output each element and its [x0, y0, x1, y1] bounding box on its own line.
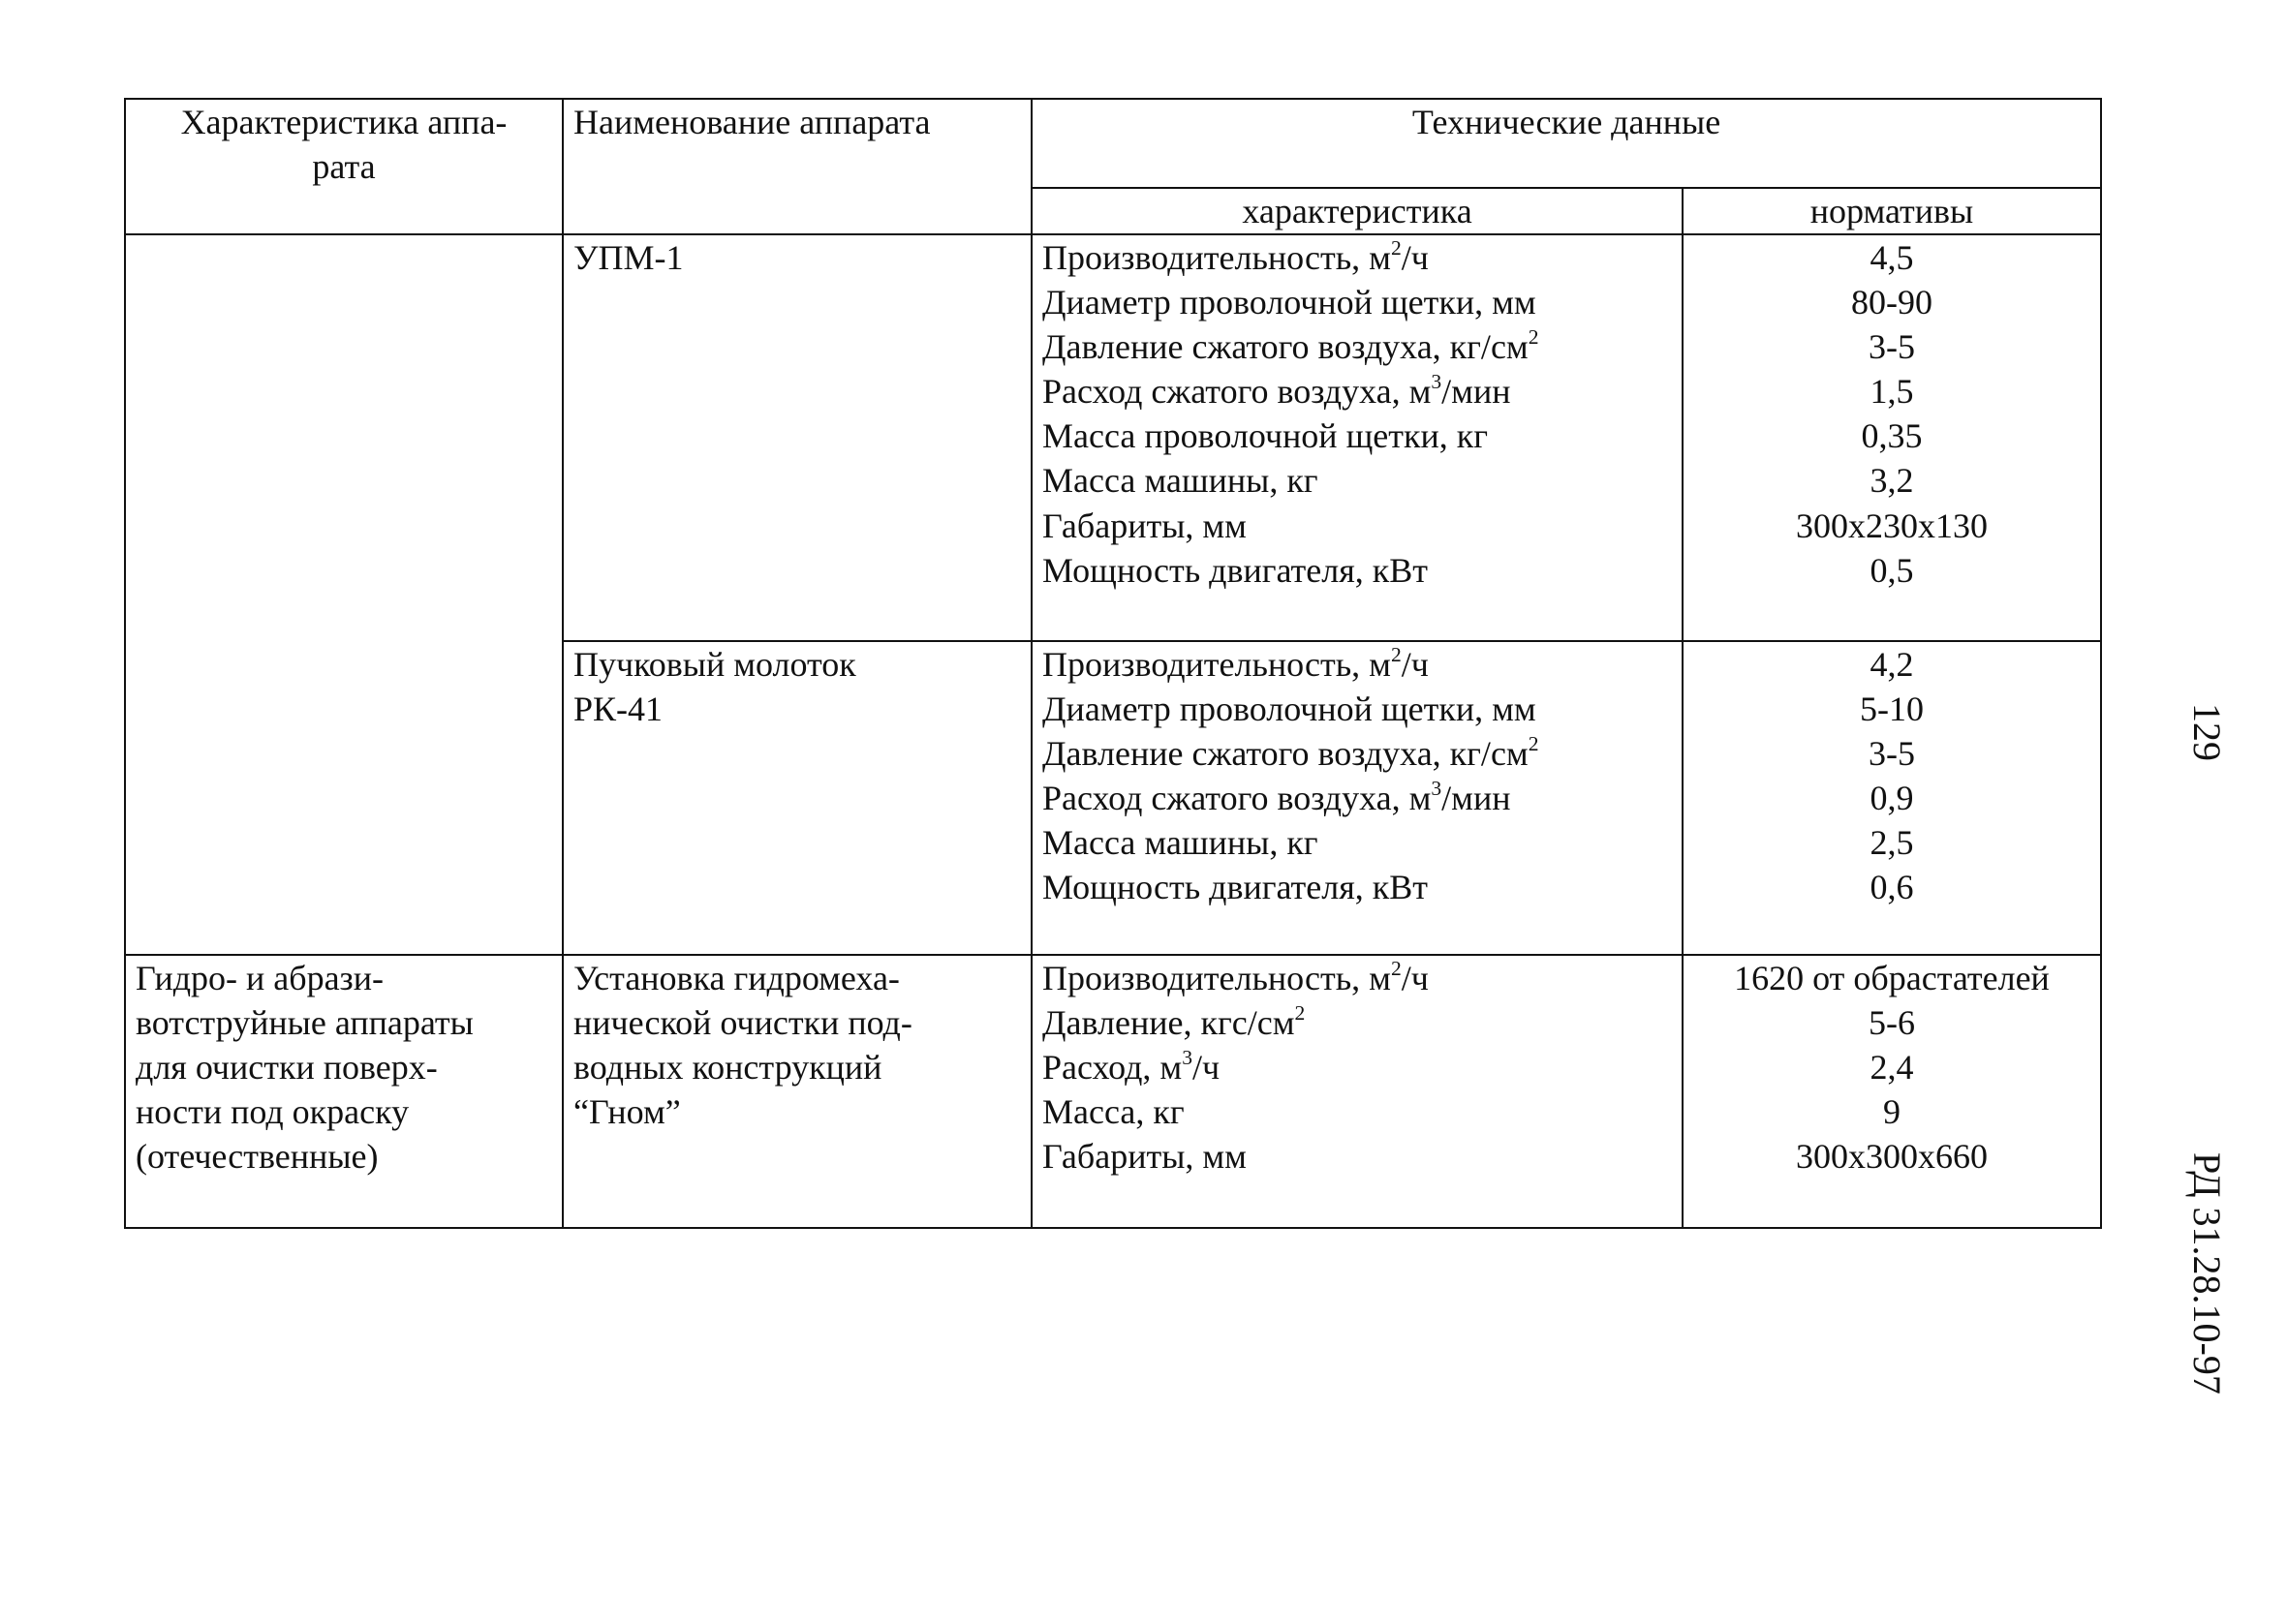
table-row: [125, 234, 2101, 641]
page-number: 129: [2185, 703, 2229, 761]
category-cell: [125, 955, 563, 1228]
norm-value: 300x230x130: [1796, 506, 1988, 545]
parameter-label: Мощность двигателя, кВт: [1042, 550, 1428, 590]
parameter-label: Расход сжатого воздуха, $м^3$/мин: [1042, 370, 1511, 412]
device-name-line: “Гном”: [573, 1092, 681, 1132]
norm-value: 4,2: [1870, 645, 1914, 685]
category-line: для очистки поверх-: [136, 1048, 438, 1088]
parameter-label: Расход сжатого воздуха, $м^3$/мин: [1042, 777, 1511, 818]
header-device-name: Наименование аппарата: [563, 99, 1032, 234]
norm-value: 80-90: [1851, 283, 1932, 322]
parameter-label: Масса машины, кг: [1042, 461, 1318, 501]
norm-value: 0,9: [1870, 779, 1914, 818]
category-line: Гидро- и абрази-: [136, 959, 385, 998]
norm-value: 3,2: [1870, 461, 1914, 501]
category-line: ности под окраску: [136, 1092, 410, 1132]
parameter-label: Давление сжатого воздуха, $кг/см^2$: [1042, 732, 1539, 774]
parameter-label: Диаметр проволочной щетки, мм: [1042, 689, 1536, 729]
device-name: [563, 641, 1032, 955]
norm-value: 1,5: [1870, 372, 1914, 412]
document-code: РД 31.28.10-97: [2185, 1152, 2229, 1394]
parameter-label: Мощность двигателя, кВт: [1042, 868, 1428, 907]
parameter-label: Давление сжатого воздуха, $кг/см^2$: [1042, 325, 1539, 367]
device-name: УПМ-1: [563, 234, 1032, 641]
parameter-label: Производительность, $м^2/ч$: [1042, 235, 1429, 278]
parameter-label: Расход, $м^3/ч$: [1042, 1046, 1221, 1088]
device-name-line-1: Пучковый молоток: [573, 645, 856, 685]
norm-value: 3-5: [1869, 327, 1915, 367]
parameter-label: Габариты, мм: [1042, 1137, 1247, 1177]
norm-value: 0,5: [1870, 550, 1914, 590]
norm-value: 2,5: [1870, 823, 1914, 863]
category-line: вотструйные аппараты: [136, 1003, 474, 1043]
parameter-label: Давление, кгс/$см^2$: [1042, 1001, 1306, 1043]
header-norms: нормативы: [1683, 188, 2101, 234]
norm-value: 1620 от обрастателей: [1734, 959, 2050, 998]
parameter-list: [1032, 234, 1683, 641]
category-cell: [125, 234, 563, 955]
norm-value: 5-10: [1860, 689, 1924, 729]
norm-value: 2,4: [1870, 1048, 1914, 1088]
header-characteristic-line-1: Характеристика аппа-: [180, 103, 508, 141]
parameter-label: Диаметр проволочной щетки, мм: [1042, 283, 1536, 322]
norm-value: 5-6: [1869, 1003, 1915, 1043]
header-parameter: характеристика: [1032, 188, 1683, 234]
device-name: [563, 955, 1032, 1228]
norm-value: 4,5: [1870, 238, 1914, 278]
norm-list: [1683, 641, 2101, 955]
device-name-line-2: РК-41: [573, 689, 664, 729]
norm-value: 9: [1883, 1092, 1901, 1132]
parameter-label: Масса машины, кг: [1042, 823, 1318, 863]
parameter-label: Габариты, мм: [1042, 506, 1247, 545]
device-name-line: водных конструкций: [573, 1048, 882, 1088]
device-name-line: Установка гидромеха-: [573, 959, 900, 998]
header-characteristic: [125, 99, 563, 234]
norm-list: [1683, 234, 2101, 641]
table-row: [125, 955, 2101, 1228]
parameter-list: [1032, 955, 1683, 1228]
norm-list: [1683, 955, 2101, 1228]
parameter-list: [1032, 641, 1683, 955]
header-characteristic-line-2: рата: [312, 147, 376, 187]
norm-value: 300x300x660: [1796, 1137, 1988, 1177]
device-name-line: нической очистки под-: [573, 1003, 912, 1043]
spec-table: [124, 98, 2102, 1229]
category-line: (отечественные): [136, 1137, 379, 1177]
parameter-label: Производительность, $м^2/ч$: [1042, 642, 1429, 685]
parameter-label: Масса проволочной щетки, кг: [1042, 416, 1489, 456]
header-technical-data: Технические данные: [1032, 99, 2101, 188]
parameter-label: Производительность, $м^2/ч$: [1042, 956, 1429, 998]
norm-value: 0,35: [1861, 416, 1923, 456]
norm-value: 3-5: [1869, 734, 1915, 774]
norm-value: 0,6: [1870, 868, 1914, 907]
parameter-label: Масса, кг: [1042, 1092, 1185, 1132]
